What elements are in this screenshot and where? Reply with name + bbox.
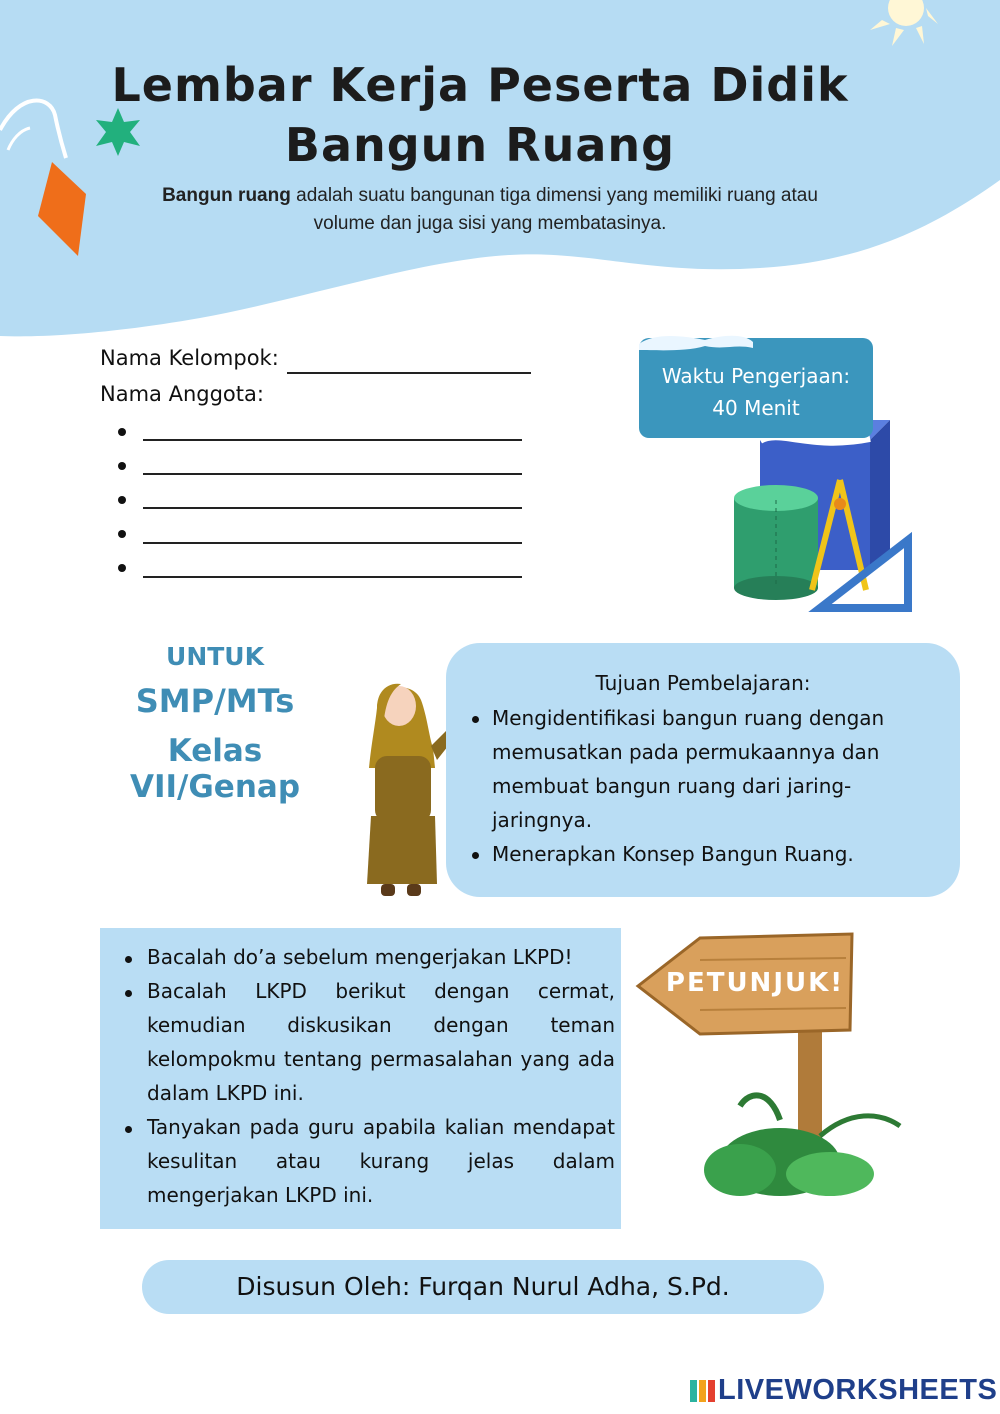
- goal-bullet: [472, 852, 479, 859]
- group-name-label: Nama Kelompok:: [100, 346, 279, 370]
- definition-line-2: volume dan juga sisi yang membatasinya.: [313, 213, 667, 234]
- time-label: Waktu Pengerjaan:: [661, 364, 851, 388]
- author-credit: Disusun Oleh: Furqan Nurul Adha, S.Pd.: [142, 1260, 824, 1314]
- time-value: 40 Menit: [712, 396, 800, 420]
- page-title-line-2: Bangun Ruang: [284, 118, 676, 172]
- member-bullet: [118, 496, 126, 504]
- geometry-shapes-illustration: [720, 420, 920, 612]
- snow-cap-icon: [635, 330, 755, 354]
- instruction-item-1: Bacalah do’a sebelum mengerjakan LKPD!: [147, 945, 573, 969]
- liveworksheets-watermark[interactable]: LIVEWORKSHEETS: [718, 1374, 998, 1406]
- sign-label: PETUNJUK!: [665, 968, 845, 998]
- member-name-field[interactable]: [143, 439, 522, 441]
- group-name-field[interactable]: [287, 372, 531, 374]
- member-name-field[interactable]: [143, 473, 522, 475]
- members-label: Nama Anggota:: [100, 382, 264, 406]
- sun-icon: [868, 0, 938, 50]
- member-name-field[interactable]: [143, 576, 522, 578]
- member-bullet: [118, 462, 126, 470]
- audience-grade: Kelas VII/Genap: [129, 733, 301, 805]
- member-name-field[interactable]: [143, 542, 522, 544]
- learning-goals-title: Tujuan Pembelajaran:: [595, 671, 811, 695]
- learning-goals-box: [446, 643, 960, 897]
- goal-item-1-line-3: membuat bangun ruang dari jaring-: [492, 774, 852, 798]
- instruction-item-3: Tanyakan pada guru apabila kalian mendapat kesulitan atau kurang jelas dalam mengerjakan LKPD ini.: [147, 1115, 615, 1207]
- definition-term: Bangun ruang: [162, 185, 291, 206]
- instructions-box: [100, 928, 621, 1229]
- goal-bullet: [472, 716, 479, 723]
- member-bullet: [118, 564, 126, 572]
- kite-icon: [0, 90, 160, 270]
- goal-item-1-line-2: memusatkan pada permukaannya dan: [492, 740, 880, 764]
- audience-untuk: UNTUK: [166, 642, 264, 671]
- member-bullet: [118, 428, 126, 436]
- definition-line-1: adalah suatu bangunan tiga dimensi yang memiliki ruang atau: [290, 185, 818, 206]
- goal-item-1-line-4: jaringnya.: [492, 808, 593, 832]
- liveworksheets-logo-icon: [690, 1380, 716, 1402]
- member-name-field[interactable]: [143, 507, 522, 509]
- definition-text: [100, 182, 880, 238]
- member-bullet: [118, 530, 126, 538]
- instruction-bullet: [125, 990, 132, 997]
- goal-item-2: Menerapkan Konsep Bangun Ruang.: [492, 842, 854, 866]
- audience-level: SMP/MTs: [135, 682, 295, 720]
- page-title-line-1: Lembar Kerja Peserta Didik: [111, 58, 849, 112]
- instruction-bullet: [125, 1126, 132, 1133]
- instruction-item-2: Bacalah LKPD berikut dengan cermat, kemudian diskusikan dengan teman kelompokmu tentang permasalahan yang ada dalam LKPD ini.: [147, 979, 615, 1105]
- goal-item-1-line-1: Mengidentifikasi bangun ruang dengan: [492, 706, 885, 730]
- instruction-bullet: [125, 956, 132, 963]
